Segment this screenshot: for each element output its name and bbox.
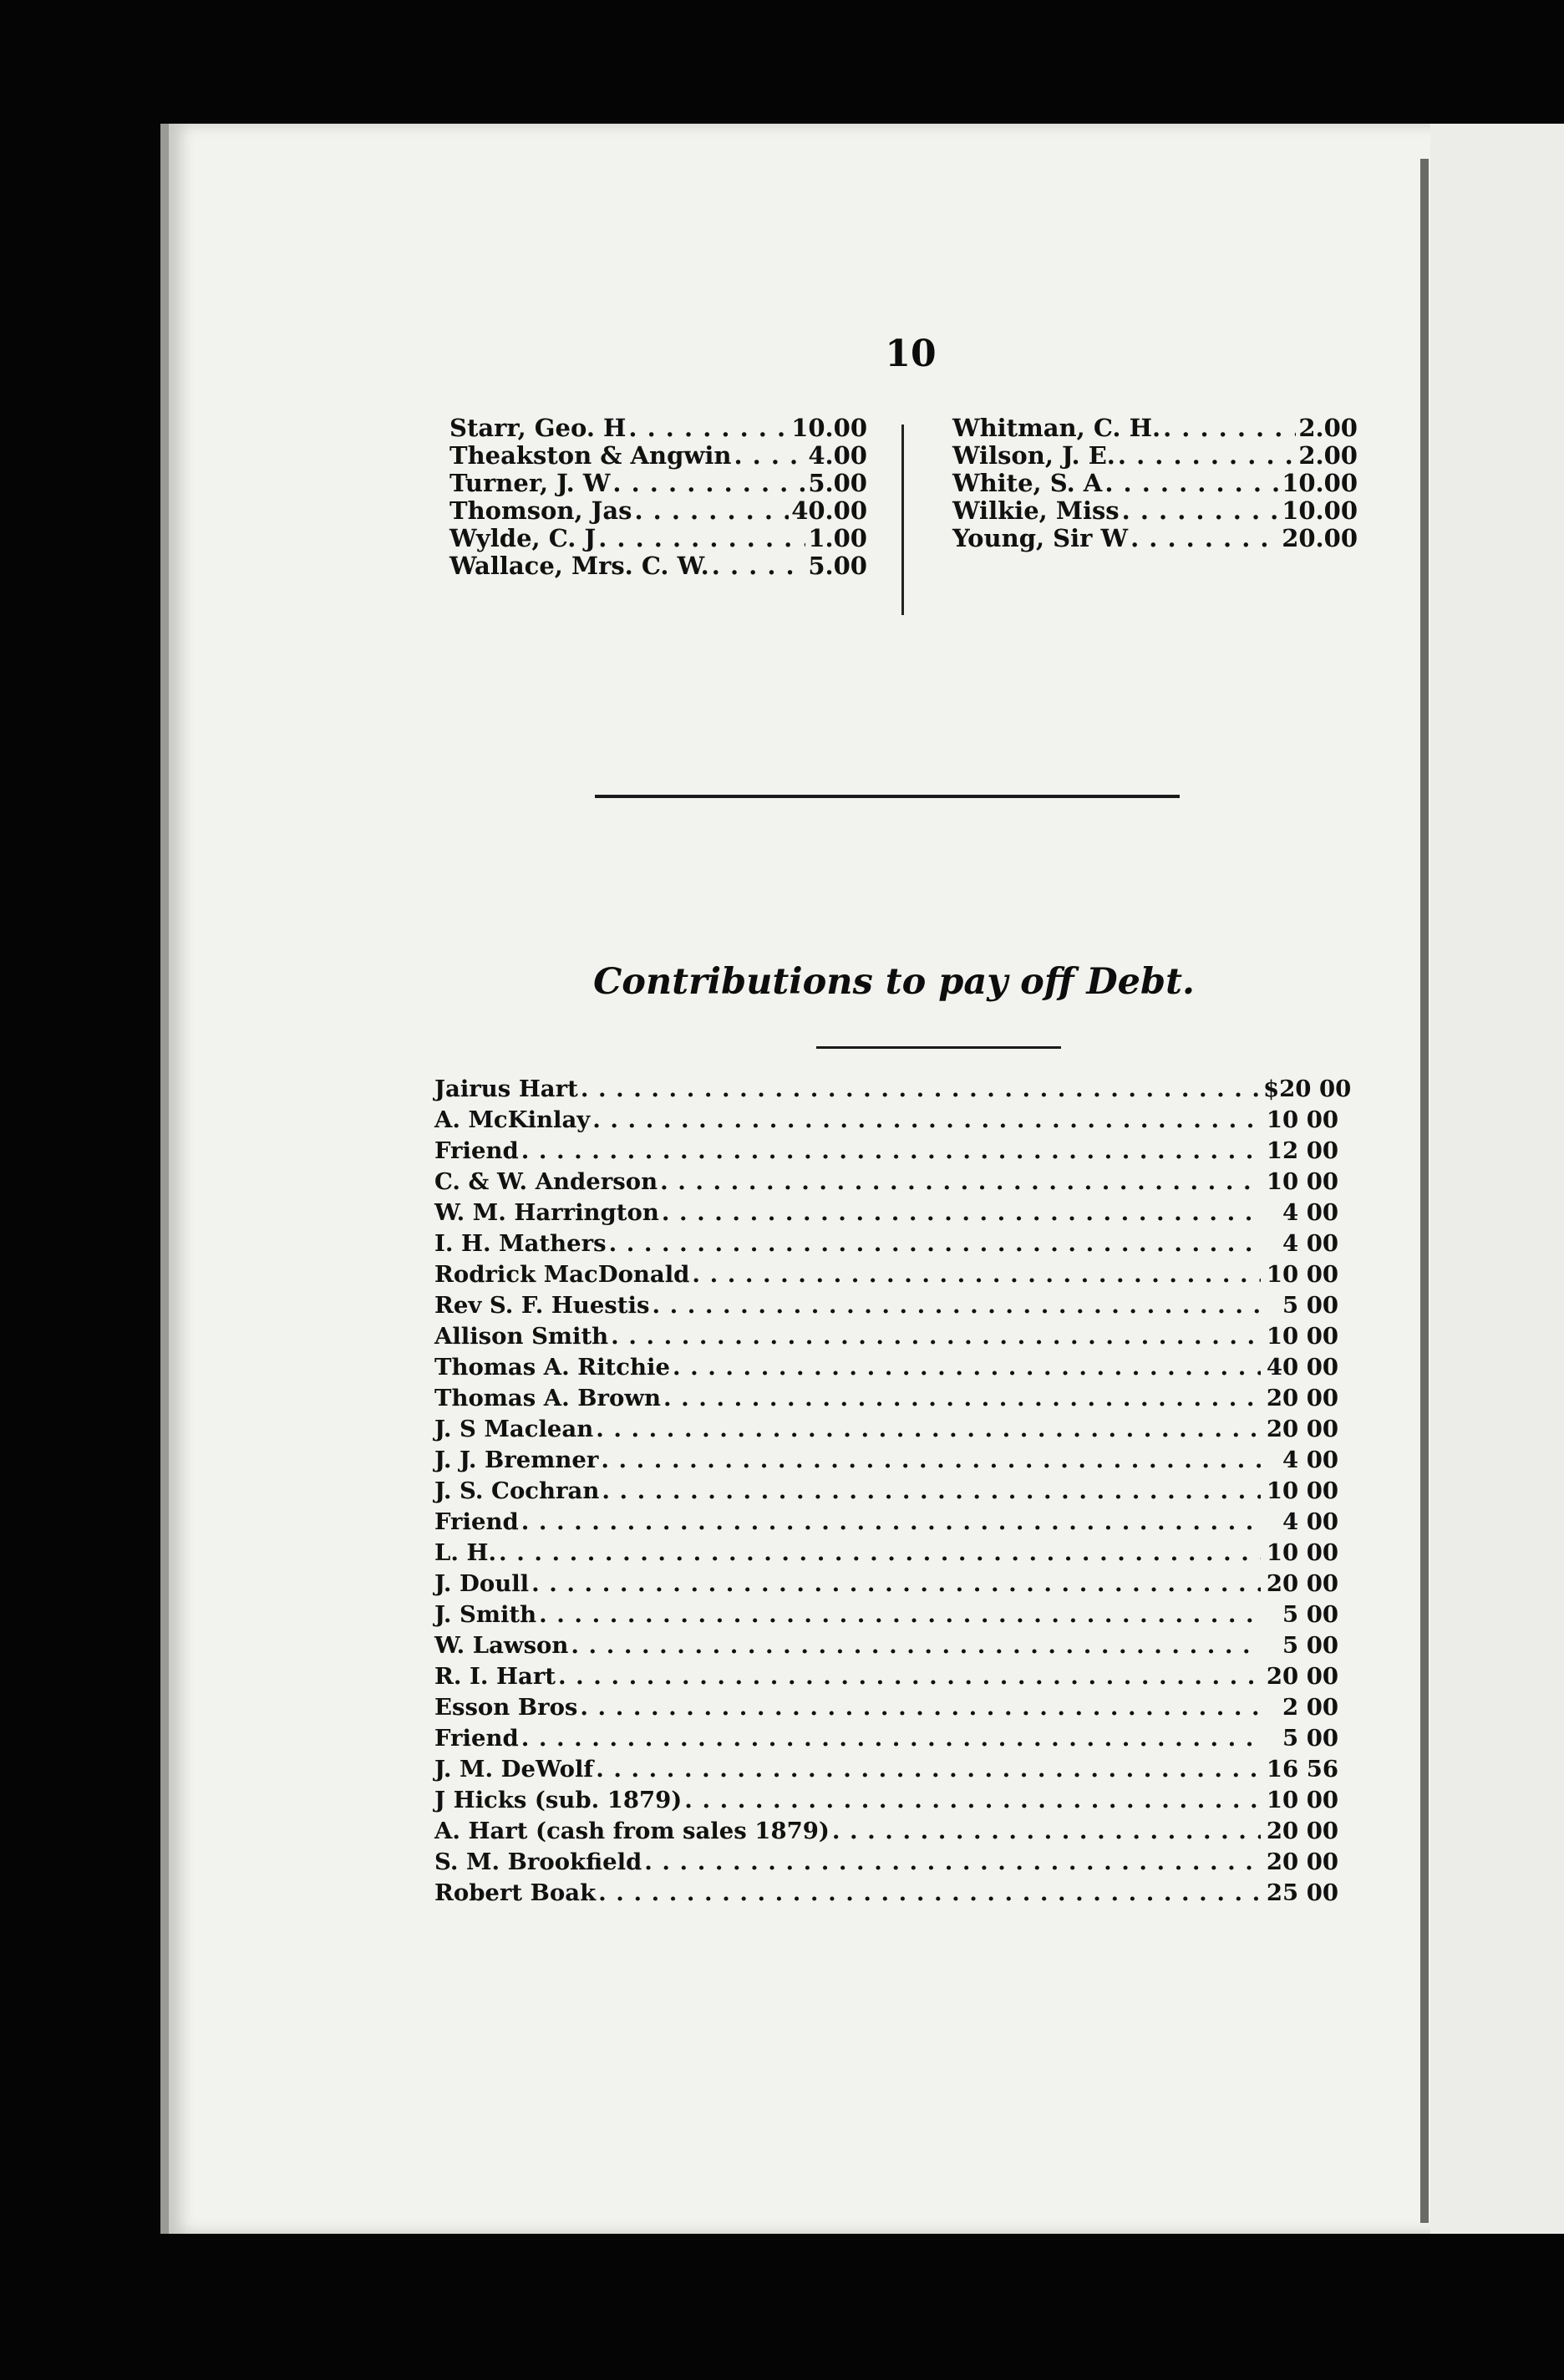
contributor-name: J. S Maclean: [434, 1416, 594, 1442]
contribution-amount: 4 00: [1282, 1447, 1338, 1473]
subscription-row: Turner, J. W . . . 5.00: [449, 470, 867, 497]
leader-dots: [558, 1661, 1261, 1692]
contributor-name: W. M. Harrington: [434, 1199, 659, 1226]
contribution-amount: 2 00: [1282, 1694, 1338, 1721]
subscription-row: Whitman, C. H. . . . 2.00: [952, 414, 1358, 442]
contribution-amount: 12 00: [1266, 1137, 1338, 1164]
contributor-name: J. J. Bremner: [434, 1447, 599, 1473]
contribution-row: [434, 1723, 1338, 1754]
contributor-name: J. Doull: [434, 1570, 530, 1597]
contributor-name: J Hicks (sub. 1879): [434, 1787, 683, 1813]
subscription-row: Wallace, Mrs. C. W. . . . 5.00: [449, 552, 867, 580]
subscription-row: Thomson, Jas . . . 40.00: [449, 497, 867, 525]
contribution-row: [434, 1321, 1338, 1352]
subscription-row: Wilson, J. E. . . . 2.00: [952, 442, 1358, 470]
contributor-name: A. Hart (cash from sales 1879): [434, 1818, 830, 1844]
contribution-amount: 5 00: [1282, 1725, 1338, 1752]
contribution-amount: 20 00: [1266, 1385, 1338, 1411]
leader-dots: [663, 1383, 1261, 1414]
contribution-row: [434, 1507, 1338, 1538]
contributor-name: Friend: [434, 1725, 519, 1752]
contribution-row: [434, 1136, 1338, 1167]
contribution-row: [434, 1352, 1338, 1383]
contribution-row: [434, 1476, 1338, 1507]
leader-dots: [601, 1445, 1261, 1476]
contributor-name: Rodrick MacDonald: [434, 1261, 690, 1288]
subscription-row: White, S. A . . . 10.00: [952, 470, 1358, 497]
contribution-amount: 10 00: [1266, 1168, 1338, 1195]
contribution-row: [434, 1290, 1338, 1321]
contribution-amount: 10 00: [1266, 1261, 1338, 1288]
contributor-name: Robert Boak: [434, 1879, 597, 1906]
subscription-row: Theakston & Angwin . . . 4.00: [449, 442, 867, 470]
contribution-amount: 20 00: [1266, 1663, 1338, 1690]
leader-dots: [596, 1414, 1261, 1445]
contribution-amount: 10 00: [1266, 1106, 1338, 1133]
contributor-name: C. & W. Anderson: [434, 1168, 658, 1195]
contribution-row: [434, 1569, 1338, 1599]
contribution-row: [434, 1198, 1338, 1228]
leader-dots: [598, 1878, 1261, 1909]
contribution-row: [434, 1816, 1338, 1847]
leader-dots: [539, 1599, 1261, 1630]
contribution-amount: 10 00: [1266, 1323, 1338, 1350]
contribution-amount: 20 00: [1266, 1818, 1338, 1844]
section-heading: Contributions to pay off Debt.: [593, 961, 1195, 1003]
contribution-row: [434, 1074, 1352, 1105]
column-divider: [901, 425, 904, 615]
contribution-amount: 5 00: [1282, 1632, 1338, 1659]
contribution-amount: 20 00: [1266, 1416, 1338, 1442]
contribution-amount: 10 00: [1266, 1539, 1338, 1566]
leader-dots: [644, 1847, 1261, 1878]
contribution-row: [434, 1445, 1338, 1476]
subscription-row: Young, Sir W . . . 20.00: [952, 525, 1358, 552]
subscriptions-right-column: [952, 414, 1358, 552]
contribution-amount: 4 00: [1282, 1199, 1338, 1226]
contributor-name: J. S. Cochran: [434, 1477, 600, 1504]
leader-dots: [592, 1105, 1261, 1136]
contributor-name: Esson Bros: [434, 1694, 578, 1721]
leader-dots: [832, 1816, 1261, 1847]
subscription-row: Wylde, C. J . . . 1.00: [449, 525, 867, 552]
contribution-row: [434, 1661, 1338, 1692]
contribution-amount: $20 00: [1263, 1076, 1352, 1102]
contribution-row: [434, 1630, 1338, 1661]
contribution-amount: 10 00: [1266, 1787, 1338, 1813]
contribution-row: [434, 1228, 1338, 1259]
contribution-amount: 40 00: [1266, 1354, 1338, 1381]
contributions-list: [434, 1074, 1352, 1909]
leader-dots: [571, 1630, 1261, 1661]
contribution-row: [434, 1105, 1338, 1136]
leader-dots: [660, 1167, 1261, 1198]
contribution-amount: 5 00: [1282, 1601, 1338, 1628]
contribution-row: [434, 1414, 1338, 1445]
leader-dots: [609, 1228, 1261, 1259]
contribution-row: [434, 1538, 1338, 1569]
contribution-row: [434, 1599, 1338, 1630]
subscription-row: Starr, Geo. H . . . 10.00: [449, 414, 867, 442]
facing-page-edge: [1430, 124, 1564, 2234]
contribution-row: [434, 1878, 1338, 1909]
page-fold-shadow: [1420, 159, 1429, 2223]
leader-dots: [581, 1074, 1261, 1105]
subscriptions-left-column: [449, 414, 867, 580]
contributor-name: R. I. Hart: [434, 1663, 556, 1690]
contributor-name: L. H.: [434, 1539, 497, 1566]
heading-rule: [816, 1046, 1061, 1049]
contribution-amount: 20 00: [1266, 1849, 1338, 1875]
subscription-row: Wilkie, Miss . . . 10.00: [952, 497, 1358, 525]
leader-dots: [596, 1754, 1261, 1785]
contribution-amount: 10 00: [1266, 1477, 1338, 1504]
leader-dots: [580, 1692, 1261, 1723]
contribution-amount: 4 00: [1282, 1508, 1338, 1535]
contributor-name: Thomas A. Ritchie: [434, 1354, 670, 1381]
contributor-name: J. Smith: [434, 1601, 537, 1628]
contribution-amount: 16 56: [1266, 1756, 1338, 1782]
contributor-name: Jairus Hart: [434, 1076, 578, 1102]
leader-dots: [521, 1723, 1261, 1754]
leader-dots: [692, 1259, 1261, 1290]
contribution-row: [434, 1383, 1338, 1414]
leader-dots: [531, 1569, 1261, 1599]
contribution-row: [434, 1692, 1338, 1723]
contribution-row: [434, 1847, 1338, 1878]
leader-dots: [662, 1198, 1261, 1228]
contributor-name: A. McKinlay: [434, 1106, 591, 1133]
contribution-row: [434, 1259, 1338, 1290]
contributor-name: S. M. Brookfield: [434, 1849, 642, 1875]
leader-dots: [611, 1321, 1261, 1352]
contributor-name: Rev S. F. Huestis: [434, 1292, 650, 1319]
leader-dots: [521, 1507, 1261, 1538]
contribution-row: [434, 1785, 1338, 1816]
contributor-name: Thomas A. Brown: [434, 1385, 661, 1411]
contribution-amount: 20 00: [1266, 1570, 1338, 1597]
contribution-row: [434, 1167, 1338, 1198]
contribution-amount: 25 00: [1266, 1879, 1338, 1906]
leader-dots: [521, 1136, 1261, 1167]
contribution-amount: 4 00: [1282, 1230, 1338, 1257]
contributor-name: I. H. Mathers: [434, 1230, 607, 1257]
section-rule: [595, 795, 1180, 798]
leader-dots: [499, 1538, 1261, 1569]
leader-dots: [673, 1352, 1261, 1383]
contributor-name: Friend: [434, 1137, 519, 1164]
contributor-name: Allison Smith: [434, 1323, 609, 1350]
leader-dots: [652, 1290, 1261, 1321]
contributor-name: J. M. DeWolf: [434, 1756, 594, 1782]
page-number: 10: [885, 333, 937, 375]
leader-dots: [602, 1476, 1261, 1507]
contribution-row: [434, 1754, 1338, 1785]
leader-dots: [684, 1785, 1261, 1816]
contributor-name: Friend: [434, 1508, 519, 1535]
contribution-amount: 5 00: [1282, 1292, 1338, 1319]
contributor-name: W. Lawson: [434, 1632, 569, 1659]
